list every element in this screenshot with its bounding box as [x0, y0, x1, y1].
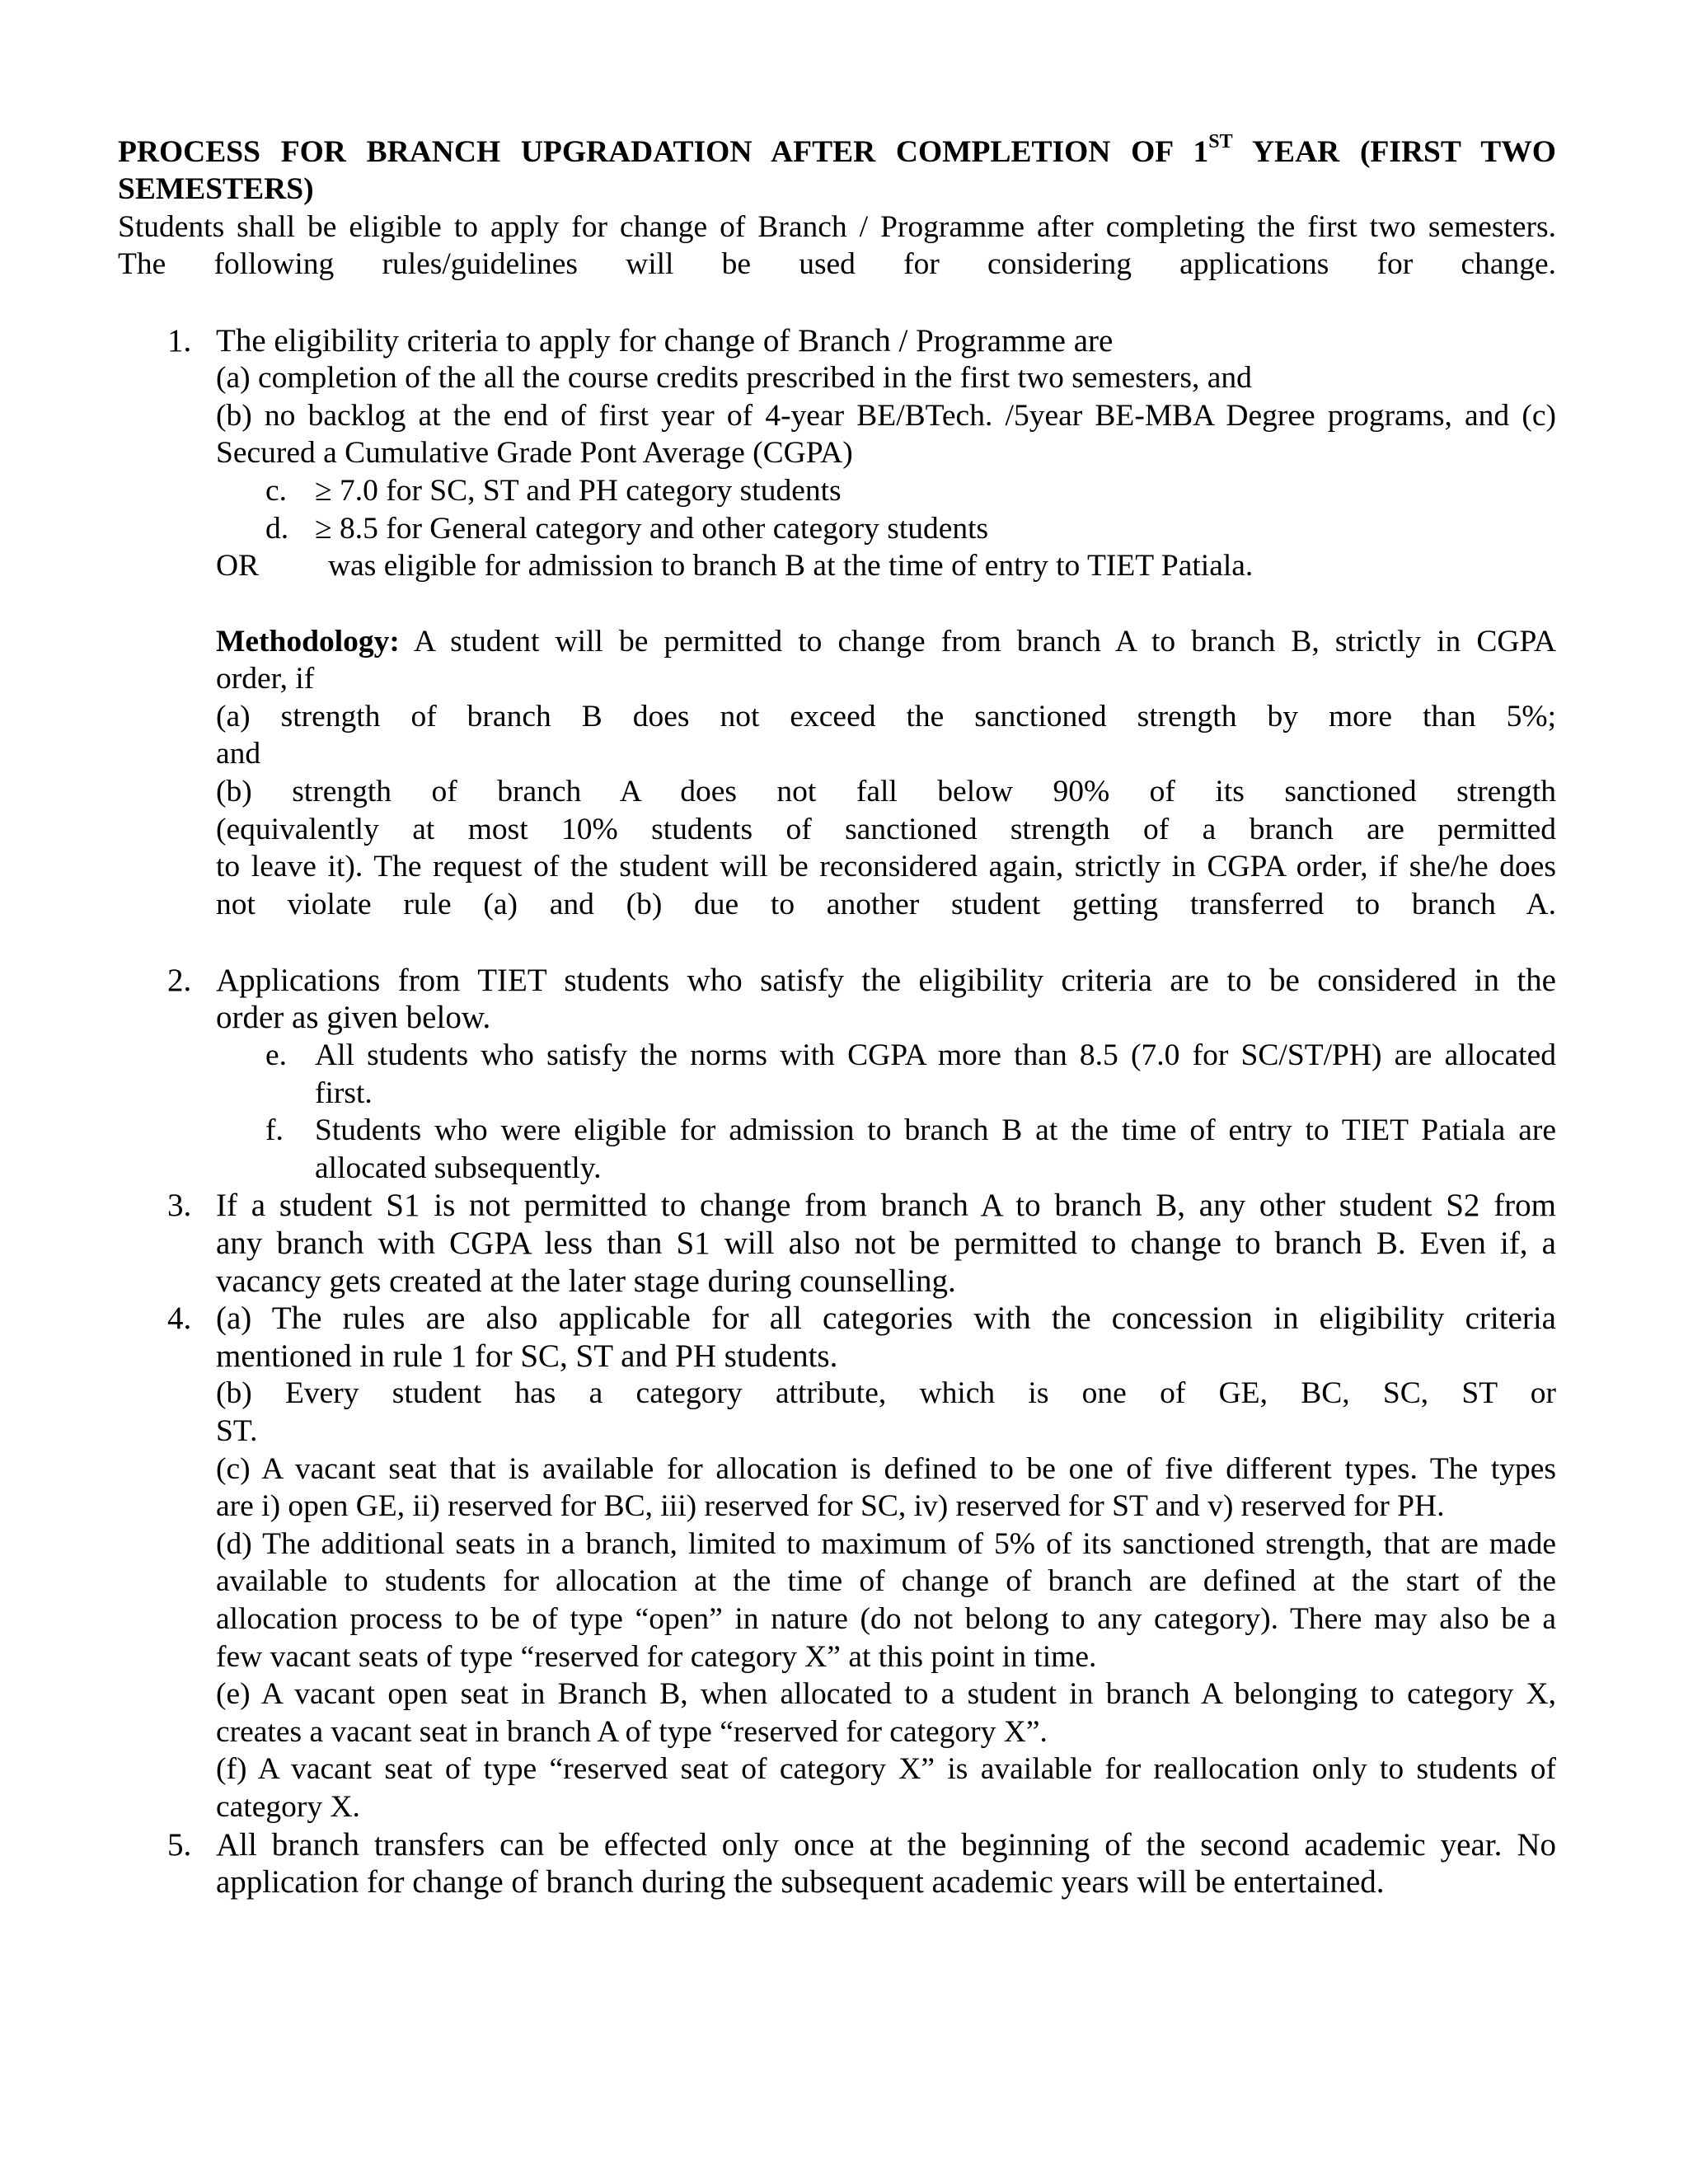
rule-1-or-label: OR	[216, 549, 260, 583]
rule-1-item-a: (a) completion of the all the course credits prescribed in the first two semesters, and	[216, 361, 1252, 395]
intro-line-1: Students shall be eligible to apply for change of Branch / Programme after completing the first two semesters.	[118, 210, 1556, 244]
rule-1-item-c-text: ≥ 7.0 for SC, ST and PH category students	[315, 474, 842, 508]
rule-4-f-line-1: (f) A vacant seat of type “reserved seat of category X” is available for reallocation only to students of	[216, 1752, 1556, 1786]
rule-5-line-2: application for change of branch during the subsequent academic years will be entertained.	[216, 1864, 1385, 1900]
rule-1-item-b-line-2: Secured a Cumulative Grade Pont Average (CGPA)	[216, 436, 853, 470]
rule-2-line-2: order as given below.	[216, 1000, 491, 1035]
rule-2-number: 2.	[167, 963, 192, 998]
rule-1-item-b-line-1: (b) no backlog at the end of first year of 4-year BE/BTech. /5year BE-MBA Degree programs, and (c)	[216, 399, 1556, 433]
rule-2-item-f-line-1: Students who were eligible for admission to branch B at the time of entry to TIET Patiala are	[315, 1113, 1556, 1147]
heading-superscript: ST	[1208, 131, 1233, 152]
rule-4-c-line-1: (c) A vacant seat that is available for allocation is defined to be one of five different types. The types	[216, 1452, 1556, 1486]
rule-4-e-line-1: (e) A vacant open seat in Branch B, when allocated to a student in branch A belonging to category X,	[216, 1677, 1556, 1711]
intro-line-2: The following rules/guidelines will be used for considering applications for change.	[118, 247, 1556, 281]
rule-4-f-line-2: category X.	[216, 1790, 360, 1824]
rule-2-item-f-label: f.	[265, 1113, 284, 1147]
rule-4-d-line-3: allocation process to be of type “open” in nature (do not belong to any category). There may also be a	[216, 1602, 1556, 1636]
rule-5-number: 5.	[167, 1827, 192, 1863]
methodology-line-2: order, if	[216, 662, 315, 696]
methodology-a-line-2: and	[216, 737, 261, 771]
rule-1-item-d-label: d.	[265, 512, 289, 546]
rule-3-number: 3.	[167, 1188, 192, 1223]
rule-2-line-1: Applications from TIET students who satisfy the eligibility criteria are to be considered in the	[216, 963, 1556, 998]
methodology-label: Methodology:	[216, 625, 400, 658]
rule-4-d-line-4: few vacant seats of type “reserved for category X” at this point in time.	[216, 1640, 1097, 1674]
rule-4-number: 4.	[167, 1301, 192, 1336]
rule-1-item-d-text: ≥ 8.5 for General category and other category students	[315, 512, 989, 546]
methodology-line-1: Methodology: A student will be permitted to change from branch A to branch B, strictly in CGPA	[216, 625, 1556, 658]
heading-line-1: PROCESS FOR BRANCH UPGRADATION AFTER COMPLETION OF 1ST YEAR (FIRST TWO	[118, 131, 1556, 169]
rule-4-d-line-1: (d) The additional seats in a branch, limited to maximum of 5% of its sanctioned strength, that are made	[216, 1527, 1556, 1561]
rule-4-c-line-2: are i) open GE, ii) reserved for BC, iii) reserved for SC, iv) reserved for ST and v) reserved for PH.	[216, 1489, 1445, 1523]
rule-1-or-text: was eligible for admission to branch B at the time of entry to TIET Patiala.	[328, 549, 1254, 583]
heading-line-2: SEMESTERS)	[118, 172, 314, 206]
methodology-a-line-1: (a) strength of branch B does not exceed the sanctioned strength by more than 5%;	[216, 700, 1556, 733]
rule-1-lead: The eligibility criteria to apply for change of Branch / Programme are	[216, 323, 1114, 359]
methodology-b-line-4: not violate rule (a) and (b) due to another student getting transferred to branch A.	[216, 888, 1556, 921]
methodology-b-line-1: (b) strength of branch A does not fall below 90% of its sanctioned strength	[216, 775, 1556, 808]
rule-1-number: 1.	[167, 323, 192, 359]
rule-3-line-1: If a student S1 is not permitted to change from branch A to branch B, any other student S2 from	[216, 1188, 1556, 1223]
rule-3-line-2: any branch with CGPA less than S1 will also not be permitted to change to branch B. Even if, a	[216, 1226, 1556, 1261]
rule-4-a-line-1: (a) The rules are also applicable for all categories with the concession in eligibility criteria	[216, 1301, 1556, 1336]
rule-4-e-line-2: creates a vacant seat in branch A of type “reserved for category X”.	[216, 1715, 1048, 1749]
rule-1-item-c-label: c.	[265, 474, 288, 508]
rule-5-line-1: All branch transfers can be effected only once at the beginning of the second academic year. No	[216, 1827, 1556, 1863]
rule-4-b-line-1: (b) Every student has a category attribute, which is one of GE, BC, SC, ST or	[216, 1376, 1556, 1410]
methodology-b-line-3: to leave it). The request of the student will be reconsidered again, strictly in CGPA order, if she/he does	[216, 850, 1556, 883]
rule-4-d-line-2: available to students for allocation at the time of change of branch are defined at the start of the	[216, 1564, 1556, 1598]
rule-2-item-e-line-1: All students who satisfy the norms with CGPA more than 8.5 (7.0 for SC/ST/PH) are allocated	[315, 1038, 1556, 1072]
rule-2-item-f-line-2: allocated subsequently.	[315, 1151, 602, 1185]
methodology-b-line-2: (equivalently at most 10% students of sanctioned strength of a branch are permitted	[216, 813, 1556, 846]
rule-4-b-line-2: ST.	[216, 1414, 258, 1448]
rule-4-a-line-2: mentioned in rule 1 for SC, ST and PH students.	[216, 1338, 838, 1374]
rule-3-line-3: vacancy gets created at the later stage during counselling.	[216, 1263, 956, 1299]
rule-2-item-e-line-2: first.	[315, 1076, 373, 1110]
rule-2-item-e-label: e.	[265, 1038, 288, 1072]
